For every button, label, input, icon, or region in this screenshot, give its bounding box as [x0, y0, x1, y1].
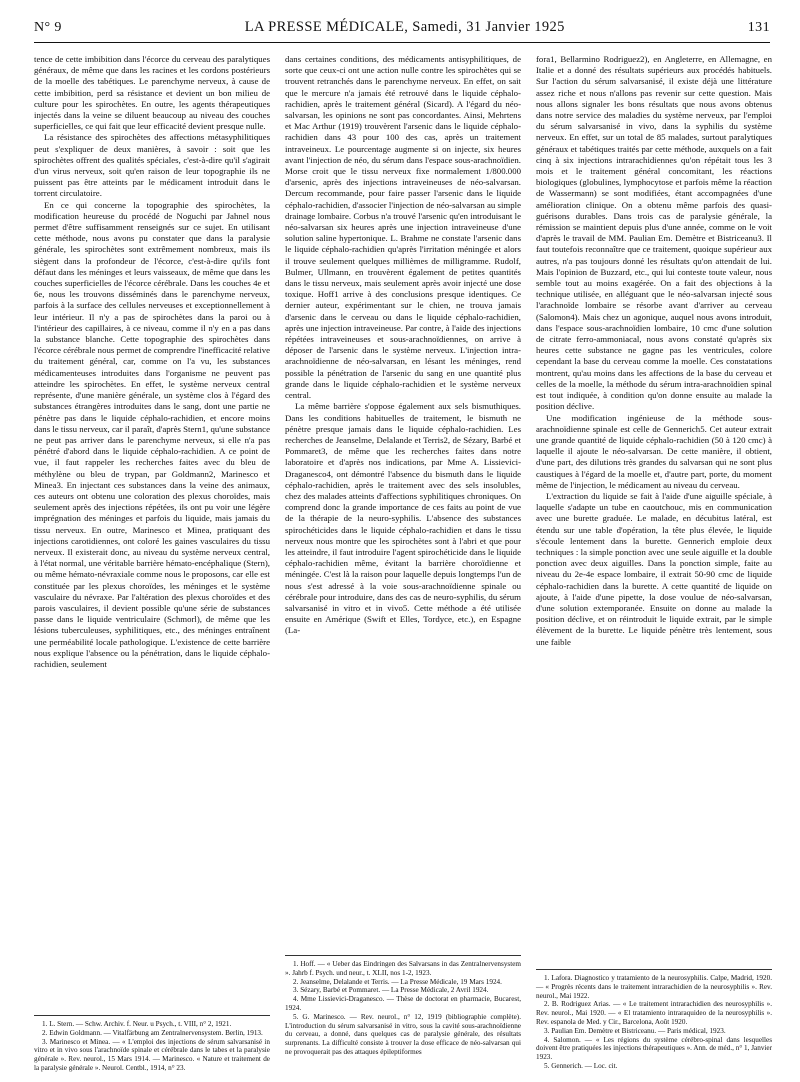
footnote: 2. Edwin Goldmann. — Vitalfärbung am Zentralnervensystem. Berlin, 1913.: [42, 1028, 263, 1037]
paragraph: tence de cette imbibition dans l'écorce du cerveau des paralytiques généraux, de même que dans les racines et les cordons postérieurs de la moelle des tabétiques. Le parenchyme nerveux, à cause de cette imbibition, perd sa résistance et devient un bon milieu de culture pour les spirochètes. En outre, les agents thérapeutiques injectés dans la veine se diluent beaucoup au niveau des couches superficielles, ce qui fait que leur efficacité devient presque nulle.: [34, 54, 270, 132]
footnote: 3. Sézary, Barbé et Pommaret. — La Presse Médicale, 2 Avril 1924.: [293, 986, 489, 995]
footnote: 5. G. Marinesco. — Rev. neurol., n° 12, 1919 (bibliographie complète). L'introduction du sérum salvarsanisé in vitro, sous la cavité sous-arachnoïdienne du cerveau, a donné, dans quelques cas de paralysie générale, des résultats surprenants. La difficulté consiste à trouver la dose efficace de néo-salvarsan qui ne provoquerait pas des attaques épileptiformes: [285, 1012, 521, 1056]
footnote: 1. Hoff. — « Ueber das Eindringen des Salvarsans in das Zentralnervensystem ». Jahrb f. Psych. und neur., t. XLII, nos 1-2, 1923.: [285, 960, 521, 977]
paragraph: En ce qui concerne la topographie des spirochètes, la modification heureuse du procédé de Noguchi par Jahnel nous permet d'être suffisamment renseignés sur ce sujet. En utilisant cette méthode, nous avons pu constater que dans la paralysie générale, les spirochètes sont extrêmement nombreux, mais ils siègent dans la profondeur de l'écorce, c'est-à-dire qu'ils font défaut dans les méninges et leurs vaisseaux, de même que dans les couches superficielles de l'écorce cérébrale. Dans les couches 4e et 6e, nous les trouvons disséminés dans le parenchyme nerveux, parfois à la surface des cellules nerveuses et exceptionnellement à leur intérieur. Il n'y a pas de spirochètes dans la paroi ou à l'intérieur des capillaires, à ce niveau, comme il n'y en a pas dans la substance blanche. Cette topographie des spirochètes dans l'écorce cérébrale nous permet de comprendre l'inefficacité relative du traitement général, car, comme on l'a vu, les substances médicamenteuses introduites dans l'organisme ne peuvent pas atteindre les spirochètes. En effet, le système nerveux central représente, d'une manière générale, un système clos à l'égard des substances étrangères introduites dans le sang, dont une partie ne pénètre pas dans le liquide céphalo-rachidien, et encore moins dans le tissu nerveux, car il paraît, d'après Stern1, qu'une substance ne peut pas arriver dans le parenchyme nerveux, si elle n'a pas pénétré d'abord dans le liquide céphalo-rachidien. A ce point de vue, il faut rappeler les recherches faites avec du bleu de méthylène ou bleu de trypan, par Goldmann2, Marinesco et Minea3. En injectant ces substances dans la veine des animaux, ces auteurs ont obtenu une coloration des plexus choroïdes, mais seulement après des injections répétées, ils ont pu voir une légère imprégnation des méninges et parfois du liquide, mais jamais du tissu nerveux. En outre, Marinesco et Minea, pratiquant des injections carotidiennes, ont coloré les gaines vasculaires du tissu nerveux. Il existerait donc, au niveau du système nerveux central, à l'état normal, une véritable barrière hémato-encéphalique (Stern), ou même hémato-névraxiale comme nous le proposons, car elle est constituée par les plexus choroïdes, les méninges et le système vasculaire du névraxe. Par l'altération des plexus choroïdes et des parois vasculaires, il devient possible qu'une série de substances passe dans le liquide ventriculaire (Schmorl), de même que les lésions tuberculeuses, syphilitiques, etc., des méninges entraînent une perméabilité locale pathologique. L'existence de cette barrière nous explique l'absence ou la pénétration, dans le liquide céphalo-rachidien, seulement: [34, 199, 270, 669]
paragraph: dans certaines conditions, des médicaments antisyphilitiques, de sorte que ceux-ci ont une action nulle contre les spirochètes qui se trouvent retranchés dans le parenchyme nerveux. En effet, on sait que le mercure n'a jamais été retrouvé dans le liquide céphalo-rachidien, après le traitement général (Sicard). A l'égard du néo-salvarsan, les opinions ne sont pas concordantes. Ainsi, Mehrtens et Mac Arthur (1919) trouvèrent l'arsenic dans le liquide céphalo-rachidien dans 43 pour 100 des cas, après un traitement intraveineux. Le pourcentage augmente si on injecte, six heures avant l'injection de néo, du sérum dans l'espace sous-arachnoïdien. Morse croit que le tissu nerveux fixe normalement 1/800.000 d'arsenic, après des injections intraveineuses de néo-salvarsan. Dercum recommande, pour faire passer l'arsenic dans le liquide céphalo-rachidien, d'associer l'injection de néo-salvarsan au simple drainage lombaire. Corbus n'a trouvé l'arsenic qu'en introduisant le néo-salvarsan six heures après une injection intraveineuse d'une solution saline hypertonique. L. Brahme ne constate l'arsenic dans le liquide céphalo-rachidien qu'après l'irritation méningée et alors il trouve seulement quelques millièmes de milligramme. Rudolf, Bulmer, Ullmann, en trouvèrent également de petites quantités dans le tissu nerveux, mais seulement après avoir injecté une dose toxique. Hoff1 arrive à des conclusions presque identiques. Ce dernier auteur, expérimentant sur le chien, ne trouva jamais d'arsenic dans le cerveau ou dans le liquide céphalo-rachidien, après une injection intraveineuse. Par contre, à l'aide des injections répétées intraveineuses et sous-arachnoïdiennes, on arrive à déposer de l'arsenic dans le système nerveux. L'injection intra-arachnoïdienne de néo-salvarsan, en lésant les méninges, rend possible la pénétration de l'arsenic du sang en une quantité plus grande dans le liquide céphalo-rachidien et le système nerveux central.: [285, 54, 521, 401]
footnote: 1. Lafora. Diagnostico y tratamiento de la neurosyphilis. Calpe, Madrid, 1920. — « Progrès récents dans le traitement intrarachidien de la neurosyphilis ». Rev. neurol., Mai 1922.: [536, 974, 772, 1000]
paragraph: La même barrière s'oppose également aux sels bismuthiques. Dans les conditions habituelles de traitement, le bismuth ne pénètre presque jamais dans le liquide céphalo-rachidien. Les recherches de Jeanselme, Delalande et Terris2, de Sézary, Barbé et Pommaret3, de même que les recherches faites dans notre laboratoire et d'après nos indications, par Mme A. Lissievici-Draganesco4, ont démontré l'absence du bismuth dans le liquide céphalo-rachidien, après le traitement avec des sels insolubles, chez des malades atteints d'affections syphilitiques chroniques. On comprend donc la grande importance de ces faits au point de vue de la thérapie de la neuro-syphilis. L'absence des substances spirochéticides dans le liquide céphalo-rachidien et dans le tissu nerveux nous montre que les spirochètes sont à l'abri et que pour les atteindre, il faut introduire l'agent spirochéticide dans le liquide céphalo-rachidien même, évitant la barrière choroïdienne et méningée. C'est là la raison pour laquelle depuis longtemps l'un de nous s'est adressé à la voie sous-arachnoïdienne spinale ou cérébrale pour introduire, dans des cas de neuro-syphilis, du sérum salvarsanisé in vitro et in vivo5. Cette méthode a été utilisée ensuite en Amérique (Swift et Elles, Tordyce, etc.), en Espagne (La-: [285, 401, 521, 636]
column-3-body: [536, 54, 772, 648]
footnote: 1. L. Stern. — Schw. Archiv. f. Neur. u Psych., t. VIII, n° 2, 1921.: [42, 1020, 232, 1028]
column-2-body: [285, 54, 521, 637]
column-2-footnotes: [285, 955, 521, 1057]
column-3-footnotes: [536, 969, 772, 1071]
footnote: 3. Marinesco et Minea. — « L'emploi des injections de sérum salvarsanisé in vitro et in vivo sous l'arachnoïde spinale et cérébrale dans le tabes et la paralysie générale ». Rev. neurol., 15 Mars 1914. — Marinesco. « Nature et traitement de la paralysie générale ». Neurol. Centbl., 1914, n° 23.: [34, 1037, 270, 1072]
page-header: [34, 10, 770, 43]
footnote: 5. Gennerich. — Loc. cit.: [544, 1061, 618, 1070]
paragraph: La résistance des spirochètes des affections métasyphilitiques peut s'expliquer de deux manières, à savoir : soit que les spirochètes offrent des qualités spéciales, c'est-à-dire qu'il s'agirait d'un virus nerveux, soit qu'en raison de leur topographie ils ne puissent pas être atteints par le médicament introduit dans le torrent circulatoire.: [34, 132, 270, 199]
column-1-body: [34, 54, 270, 670]
footnote: 2. B. Rodriguez Arias. — « Le traitement intrarachidien des neurosyphilis ». Rev. neurol., Mai 1920. — « El tratamiento intraraquideo de la neurosyphilis ». Rev. espanola de Med. y Cir., Barcelona, Août 1920.: [536, 1000, 772, 1026]
column-1: [34, 54, 270, 1074]
footnote: 2. Jeanselme, Delalande et Terris. — La Presse Médicale, 19 Mars 1924.: [293, 977, 502, 986]
issue-number: N° 9: [34, 20, 62, 35]
column-1-footnotes: [34, 1015, 270, 1073]
journal-title: LA PRESSE MÉDICALE, Samedi, 31 Janvier 1925: [244, 19, 565, 35]
paragraph: L'extraction du liquide se fait à l'aide d'une aiguille spéciale, à laquelle s'adapte un tube en caoutchouc, mis en communication avec une burette graduée. Le malade, en décubitus latéral, est étendu sur une table d'opération, la tête plus élevée, le liquide s'écoule lentement dans la burette. Gennerich emploie deux techniques : la simple ponction avec une seule aiguille et la double ponction avec deux aiguilles. Dans la ponction simple, faite au niveau du 2e-4e espace lombaire, il extrait 50-90 cmc de liquide céphalo-rachidien dans la burette. A cette quantité de liquide on ajoute, à l'aide d'une pipette, la dose voulue de néo-salvarsan, d'une solution extemporanée. Ensuite on donne au malade la position déclive, et on réintroduit le liquide extrait, par le simple élèvement de la burette. Le liquide pénètre très lentement, sous une faible: [536, 490, 772, 647]
footnote: 4. Salomon. — « Les régions du système cérébro-spinal dans lesquelles doivent être pratiquées les injections thérapeutiques ». Ann. de méd., n° 1, Janvier 1923.: [536, 1035, 772, 1062]
footnote: 4. Mme Lissievici-Draganesco. — Thèse de doctorat en pharmacie, Bucarest, 1924.: [285, 995, 521, 1012]
column-2: [285, 54, 521, 1074]
page-number: 131: [747, 20, 770, 35]
footnote: 3. Paulian Em. Demètre et Bistriceanu. — Paris médical, 1923.: [544, 1026, 726, 1035]
paragraph: fora1, Bellarmino Rodriguez2), en Angleterre, en Allemagne, en Italie et a donné des résultats supérieurs aux procédés habituels. Sur l'action du sérum salvarsanisé, il existe déjà une littérature assez riche et nous n'allons pas revenir sur cette question. Mais nous allons signaler les bons résultats que nous avons obtenus dans notre service des maladies du système nerveux, par l'emploi du sérum salvarsanisé in vivo, dans la syphilis du système nerveux. En effet, sur un total de 85 malades, surtout paralytiques généraux et tabétiques traités par cette méthode, auxquels on a fait cinq à six injections intrarachidiennes qu'on répétait tous les 3 mois et le traitement général concomitant, les réactions biologiques (globulines, lymphocytose et parfois même la réaction de Wassermann) se sont modifiées, étant accompagnées d'une amélioration clinique. On a obtenu même parfois des quasi-guérisons durables. Dans trois cas de paralysie générale, la rémission se maintient depuis plus d'une année, comme on le voit d'après le travail de MM. Paulian Em. Demètre et Bistriceanu3. Il faut toutefois reconnaître que ce traitement, quoique supérieur aux autres, n'a pas toujours donné les résultats qu'on attendait de lui. Mais l'opinion de Buzzard, etc., qui lui conteste toute valeur, nous semble tout au moins exagérée. On a fait des objections à la technique utilisée, en alléguant que le néo-salvarsan injecté sous l'arachnoïde lombaire se résorbe avant d'arriver au cerveau (Salomon4). Mais chez un agonique, auquel nous avons introduit, dans l'espace sous-arachnoïdien lombaire, 10 cmc d'une solution de citrate ferro-ammoniacal, nous avons constaté qu'après six heures cette substance ne gagne pas les ventricules, colore cependant la base du cerveau comme la moelle. Ces constatations montrent, qu'au moins dans les affections de la base du cerveau et celles de la moelle, la méthode du sérum intra-arachnoïdien spinal est tout indiquée, à condition qu'on donne ensuite au malade la position déclive.: [536, 54, 772, 412]
column-3: [536, 54, 772, 1074]
paragraph: Une modification ingénieuse de la méthode sous-arachnoïdienne spinale est celle de Gennerich5. Cet auteur extrait une grande quantité de liquide céphalo-rachidien (50 à 120 cmc) à laquelle il ajoute le néo-salvarsan. De cette manière, il obtient, d'une part, des dilutions très grandes du salvarsan qui ne sont plus caustiques à l'égard de la moelle et, d'autre part, porte, du moment même de l'injection, le médicament au niveau du cerveau.: [536, 412, 772, 490]
